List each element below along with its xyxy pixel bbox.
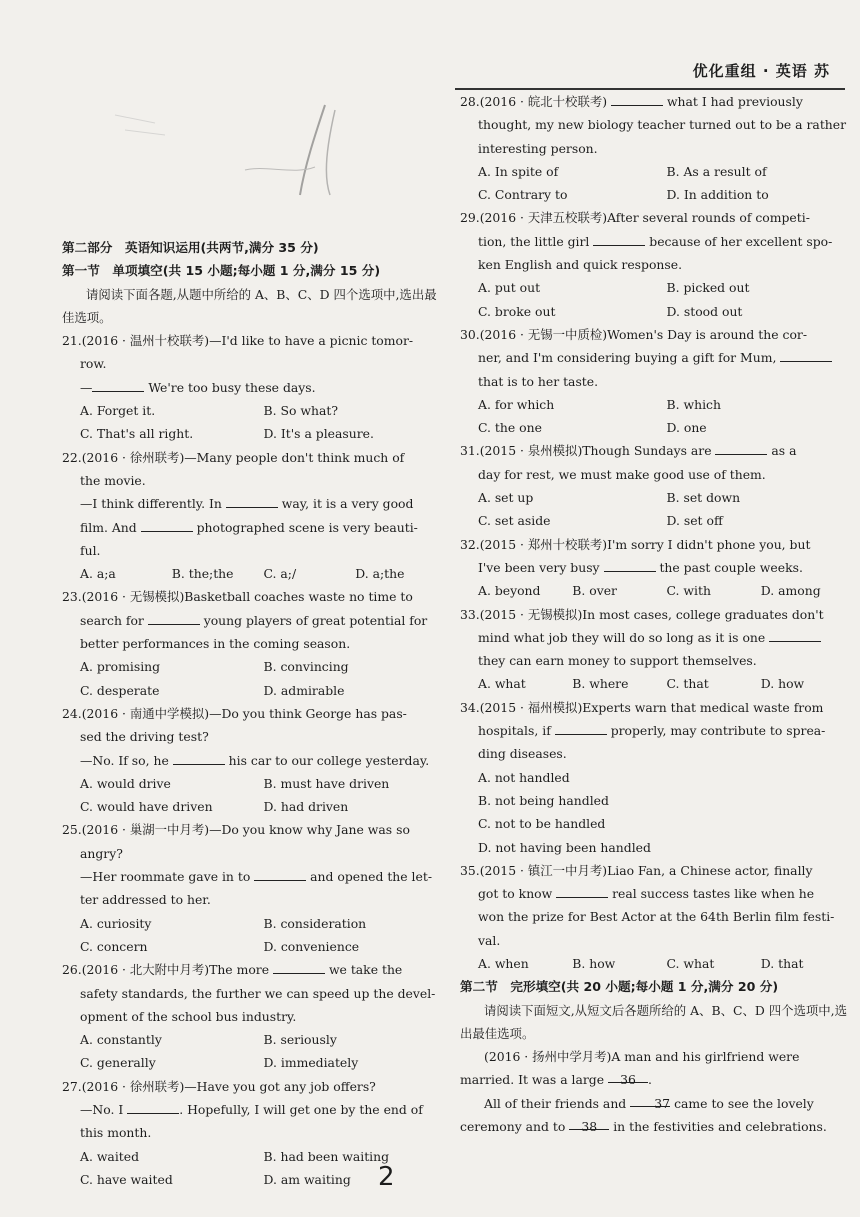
question-stem: thought, my new biology teacher turned out to be a rather xyxy=(478,117,847,133)
option-b[interactable]: B. consideration xyxy=(263,915,367,931)
question-stem: 34.(2015 · 福州模拟)Experts warn that medical waste from xyxy=(460,699,824,715)
question-stem xyxy=(62,749,447,772)
option-d[interactable]: D. a;the xyxy=(355,566,405,582)
question-stem xyxy=(460,556,855,579)
option-c[interactable]: C. Contrary to xyxy=(478,187,568,203)
option-d[interactable]: D. am waiting xyxy=(263,1171,351,1187)
question-31 xyxy=(460,439,855,532)
option-b[interactable]: B. must have driven xyxy=(263,775,390,791)
stem-text: mind what job they will do so long as it is one xyxy=(478,629,770,645)
answer-blank[interactable] xyxy=(611,91,663,106)
question-stem: 22.(2016 · 徐州联考)—Many people don't think much of xyxy=(62,449,405,465)
option-a[interactable]: A. curiosity xyxy=(80,915,152,931)
passage-text: came to see the lovely xyxy=(670,1095,814,1111)
question-stem xyxy=(460,439,855,462)
option-d[interactable]: D. In addition to xyxy=(666,187,769,203)
option-b[interactable]: B. convincing xyxy=(263,659,349,675)
option-a[interactable]: A. set up xyxy=(478,490,534,506)
passage-text: married. It was a large xyxy=(460,1072,608,1088)
answer-blank[interactable] xyxy=(715,440,767,455)
answer-blank[interactable] xyxy=(127,1099,179,1114)
question-28 xyxy=(460,90,855,206)
option-d[interactable]: D. not having been handled xyxy=(478,839,651,855)
stem-text: and opened the let- xyxy=(306,869,433,885)
option-a[interactable]: A. beyond xyxy=(478,583,541,599)
stem-text: . Hopefully, I will get one by the end of xyxy=(179,1101,423,1117)
option-c[interactable]: C. have waited xyxy=(80,1171,173,1187)
question-stem: they can earn money to support themselves. xyxy=(478,653,757,669)
answer-blank[interactable] xyxy=(148,610,200,625)
stem-text: ner, and I'm considering buying a gift for Mum, xyxy=(478,350,781,366)
stem-text: —I think differently. In xyxy=(80,496,226,512)
option-a[interactable]: A. what xyxy=(478,676,526,692)
answer-blank[interactable] xyxy=(92,377,144,392)
question-stem: the movie. xyxy=(80,472,146,488)
answer-options xyxy=(62,399,447,446)
question-stem xyxy=(62,376,447,399)
answer-options xyxy=(62,655,447,702)
option-d[interactable]: D. convenience xyxy=(263,938,360,954)
question-29 xyxy=(460,206,855,322)
option-d[interactable]: D. how xyxy=(760,676,805,692)
question-stem: ter addressed to her. xyxy=(80,892,211,908)
passage-text: in the festivities and celebrations. xyxy=(609,1119,827,1135)
option-b[interactable]: B. over xyxy=(572,583,617,599)
part2-title: 第二部分 英语知识运用(共两节,满分 35 分) xyxy=(62,240,319,255)
cloze-blank-38[interactable]: 38 xyxy=(569,1115,609,1130)
option-b[interactable]: B. had been waiting xyxy=(263,1148,390,1164)
option-a[interactable]: A. a;a xyxy=(80,566,116,582)
answer-options xyxy=(460,160,855,207)
answer-options xyxy=(62,562,447,585)
option-c[interactable]: C. set aside xyxy=(478,513,551,529)
question-21 xyxy=(62,329,447,445)
option-a[interactable]: A. In spite of xyxy=(478,163,559,179)
answer-options xyxy=(62,772,447,819)
question-25 xyxy=(62,818,447,958)
answer-options xyxy=(460,486,855,533)
question-stem: 32.(2015 · 郑州十校联考)I'm sorry I didn't phone you, but xyxy=(460,536,811,552)
option-d[interactable]: D. admirable xyxy=(263,682,345,698)
question-35 xyxy=(460,859,855,975)
option-c[interactable]: C. that xyxy=(666,676,709,692)
question-22 xyxy=(62,446,447,586)
stem-text: what I had previously xyxy=(663,94,803,109)
stem-text: way, it is a very good xyxy=(277,496,414,512)
passage-line: (2016 · 扬州中学月考)A man and his girlfriend were xyxy=(484,1049,800,1065)
stem-text: 28.(2016 · 皖北十校联考) xyxy=(460,94,612,109)
question-stem: 21.(2016 · 温州十校联考)—I'd like to have a picnic tomor- xyxy=(62,333,414,349)
option-b[interactable]: B. not being handled xyxy=(478,792,609,808)
question-stem: val. xyxy=(478,932,501,948)
question-stem: angry? xyxy=(80,845,123,861)
option-b[interactable]: B. picked out xyxy=(666,280,750,296)
stem-text: real success tastes like when he xyxy=(608,886,815,902)
answer-options xyxy=(460,276,855,323)
stem-text: his car to our college yesterday. xyxy=(224,752,430,768)
option-c[interactable]: C. broke out xyxy=(478,303,556,319)
passage-text: All of their friends and xyxy=(484,1095,631,1111)
stem-text: hospitals, if xyxy=(478,723,555,739)
question-stem: 25.(2016 · 巢湖一中月考)—Do you know why Jane was so xyxy=(62,822,410,838)
option-d[interactable]: D. It's a pleasure. xyxy=(263,426,374,442)
passage-line xyxy=(460,1115,855,1138)
answer-options xyxy=(460,952,855,975)
option-c[interactable]: C. concern xyxy=(80,938,148,954)
question-stem: sed the driving test? xyxy=(80,729,209,745)
option-b[interactable]: B. So what? xyxy=(263,403,338,419)
option-a[interactable]: A. when xyxy=(478,955,529,971)
question-stem: interesting person. xyxy=(478,140,598,156)
stem-text: because of her excellent spo- xyxy=(645,233,833,249)
right-column xyxy=(460,90,855,1138)
stem-text: search for xyxy=(80,612,148,628)
option-b[interactable]: B. set down xyxy=(666,490,741,506)
answer-options xyxy=(62,912,447,959)
stem-text: the past couple weeks. xyxy=(655,559,803,575)
option-c[interactable]: C. desperate xyxy=(80,682,160,698)
answer-blank[interactable] xyxy=(593,231,645,246)
answer-blank[interactable] xyxy=(273,959,325,974)
question-stem: 23.(2016 · 无锡模拟)Basketball coaches waste no time to xyxy=(62,589,413,605)
question-stem: that is to her taste. xyxy=(478,373,599,389)
stem-text: —Her roommate gave in to xyxy=(80,869,255,885)
question-34 xyxy=(460,696,855,859)
cloze-blank-36[interactable]: 36 xyxy=(608,1068,648,1083)
option-c[interactable]: C. not to be handled xyxy=(478,816,606,832)
option-b[interactable]: B. As a result of xyxy=(666,163,767,179)
option-d[interactable]: D. set off xyxy=(666,513,723,529)
option-a[interactable]: A. would drive xyxy=(80,775,171,791)
question-stem: opment of the school bus industry. xyxy=(80,1008,297,1024)
answer-blank[interactable] xyxy=(254,866,306,881)
question-stem: 27.(2016 · 徐州联考)—Have you got any job offers? xyxy=(62,1078,376,1094)
question-24 xyxy=(62,702,447,818)
option-a[interactable]: A. put out xyxy=(478,280,541,296)
answer-options xyxy=(460,393,855,440)
passage-line xyxy=(460,1068,855,1091)
answer-options xyxy=(460,579,855,602)
option-c[interactable]: C. with xyxy=(666,583,711,599)
question-stem: 24.(2016 · 南通中学模拟)—Do you think George has pas- xyxy=(62,705,407,721)
stem-text: —No. I xyxy=(80,1101,128,1117)
option-a[interactable]: A. for which xyxy=(478,396,555,412)
stem-text: — xyxy=(80,379,93,395)
stem-text: We're too busy these days. xyxy=(144,379,316,395)
question-23 xyxy=(62,585,447,701)
section2-instructions: 请阅读下面短文,从短文后各题所给的 A、B、C、D 四个选项中,选出最佳选项。 xyxy=(460,1002,847,1041)
question-stem xyxy=(62,492,447,515)
section1-title: 第一节 单项填空(共 15 小题;每小题 1 分,满分 15 分) xyxy=(62,263,381,279)
passage-text: ceremony and to xyxy=(460,1119,570,1135)
page-number: 2 xyxy=(378,1162,395,1192)
passage-line xyxy=(460,1092,855,1115)
answer-blank[interactable] xyxy=(780,347,832,362)
question-stem: ken English and quick response. xyxy=(478,257,683,273)
option-d[interactable]: D. immediately xyxy=(263,1055,359,1071)
left-column xyxy=(62,236,447,1191)
question-stem xyxy=(62,865,447,888)
option-c[interactable]: C. generally xyxy=(80,1055,156,1071)
question-stem xyxy=(62,609,447,632)
option-b[interactable]: B. seriously xyxy=(263,1032,337,1048)
option-a[interactable]: A. promising xyxy=(80,659,161,675)
option-a[interactable]: A. Forget it. xyxy=(80,403,156,419)
stem-text: we take the xyxy=(325,962,403,978)
question-stem xyxy=(460,90,855,113)
question-33 xyxy=(460,603,855,696)
answer-options xyxy=(460,672,855,695)
stem-text: photographed scene is very beauti- xyxy=(192,519,418,535)
header-title: 优化重组 · 英语 苏 xyxy=(692,62,830,80)
answer-blank[interactable] xyxy=(604,557,656,572)
option-d[interactable]: D. that xyxy=(760,955,804,971)
option-c[interactable]: C. a;/ xyxy=(263,566,297,582)
question-stem xyxy=(460,230,855,253)
question-stem xyxy=(460,882,855,905)
option-d[interactable]: D. had driven xyxy=(263,799,349,815)
question-stem xyxy=(460,719,855,742)
question-stem: better performances in the coming season. xyxy=(80,636,351,652)
answer-blank[interactable] xyxy=(556,883,608,898)
section1-instructions: 请阅读下面各题,从题中所给的 A、B、C、D 四个选项中,选出最佳选项。 xyxy=(62,286,437,325)
stem-text: —No. If so, he xyxy=(80,752,173,768)
cloze-blank-37[interactable]: 37 xyxy=(630,1092,670,1107)
faded-stamp-mark xyxy=(95,95,425,205)
option-a[interactable]: A. not handled xyxy=(478,769,570,785)
question-stem: 35.(2015 · 镇江一中月考)Liao Fan, a Chinese actor, finally xyxy=(460,862,813,878)
option-a[interactable]: A. waited xyxy=(80,1148,140,1164)
option-c[interactable]: C. what xyxy=(666,955,715,971)
question-stem: won the prize for Best Actor at the 64th Berlin film festi- xyxy=(478,909,835,925)
option-c[interactable]: C. would have driven xyxy=(80,799,213,815)
question-26 xyxy=(62,958,447,1074)
question-stem: safety standards, the further we can speed up the devel- xyxy=(80,985,436,1001)
option-c[interactable]: C. That's all right. xyxy=(80,426,194,442)
question-stem: 29.(2016 · 天津五校联考)After several rounds of competi- xyxy=(460,210,810,226)
question-32 xyxy=(460,533,855,603)
option-d[interactable]: D. stood out xyxy=(666,303,743,319)
question-stem xyxy=(460,346,855,369)
passage-text: . xyxy=(648,1072,652,1088)
stem-text: I've been very busy xyxy=(478,559,604,575)
stem-text: 26.(2016 · 北大附中月考)The more xyxy=(62,962,273,978)
answer-blank[interactable] xyxy=(555,720,607,735)
question-30 xyxy=(460,323,855,439)
option-b[interactable]: B. which xyxy=(666,396,721,412)
option-b[interactable]: B. where xyxy=(572,676,629,692)
question-stem xyxy=(62,516,447,539)
stem-text: young players of great potential for xyxy=(199,612,428,628)
option-d[interactable]: D. one xyxy=(666,420,707,436)
answer-blank[interactable] xyxy=(226,493,278,508)
option-b[interactable]: B. the;the xyxy=(171,566,234,582)
question-stem: day for rest, we must make good use of them. xyxy=(478,466,766,482)
question-stem xyxy=(62,958,447,981)
option-b[interactable]: B. how xyxy=(572,955,616,971)
question-stem: ful. xyxy=(80,542,101,558)
question-stem: 30.(2016 · 无锡一中质检)Women's Day is around the cor- xyxy=(460,326,808,342)
option-c[interactable]: C. the one xyxy=(478,420,542,436)
question-stem xyxy=(62,1098,447,1121)
question-stem: ding diseases. xyxy=(478,746,567,762)
stem-text: tion, the little girl xyxy=(478,233,594,249)
section2-title: 第二节 完形填空(共 20 小题;每小题 1 分,满分 20 分) xyxy=(460,979,779,995)
stem-text: got to know xyxy=(478,886,557,902)
question-stem: this month. xyxy=(80,1125,152,1141)
option-a[interactable]: A. constantly xyxy=(80,1032,162,1048)
option-d[interactable]: D. among xyxy=(760,583,821,599)
answer-blank[interactable] xyxy=(141,517,193,532)
answer-blank[interactable] xyxy=(173,750,225,765)
question-stem: 33.(2015 · 无锡模拟)In most cases, college graduates don't xyxy=(460,606,824,622)
answer-blank[interactable] xyxy=(769,627,821,642)
answer-options xyxy=(62,1028,447,1075)
question-stem xyxy=(460,626,855,649)
stem-text: as a xyxy=(767,443,797,459)
stem-text: 31.(2015 · 泉州模拟)Though Sundays are xyxy=(460,443,716,459)
question-stem: row. xyxy=(80,356,107,372)
stem-text: properly, may contribute to sprea- xyxy=(606,723,826,739)
stem-text: film. And xyxy=(80,519,141,535)
